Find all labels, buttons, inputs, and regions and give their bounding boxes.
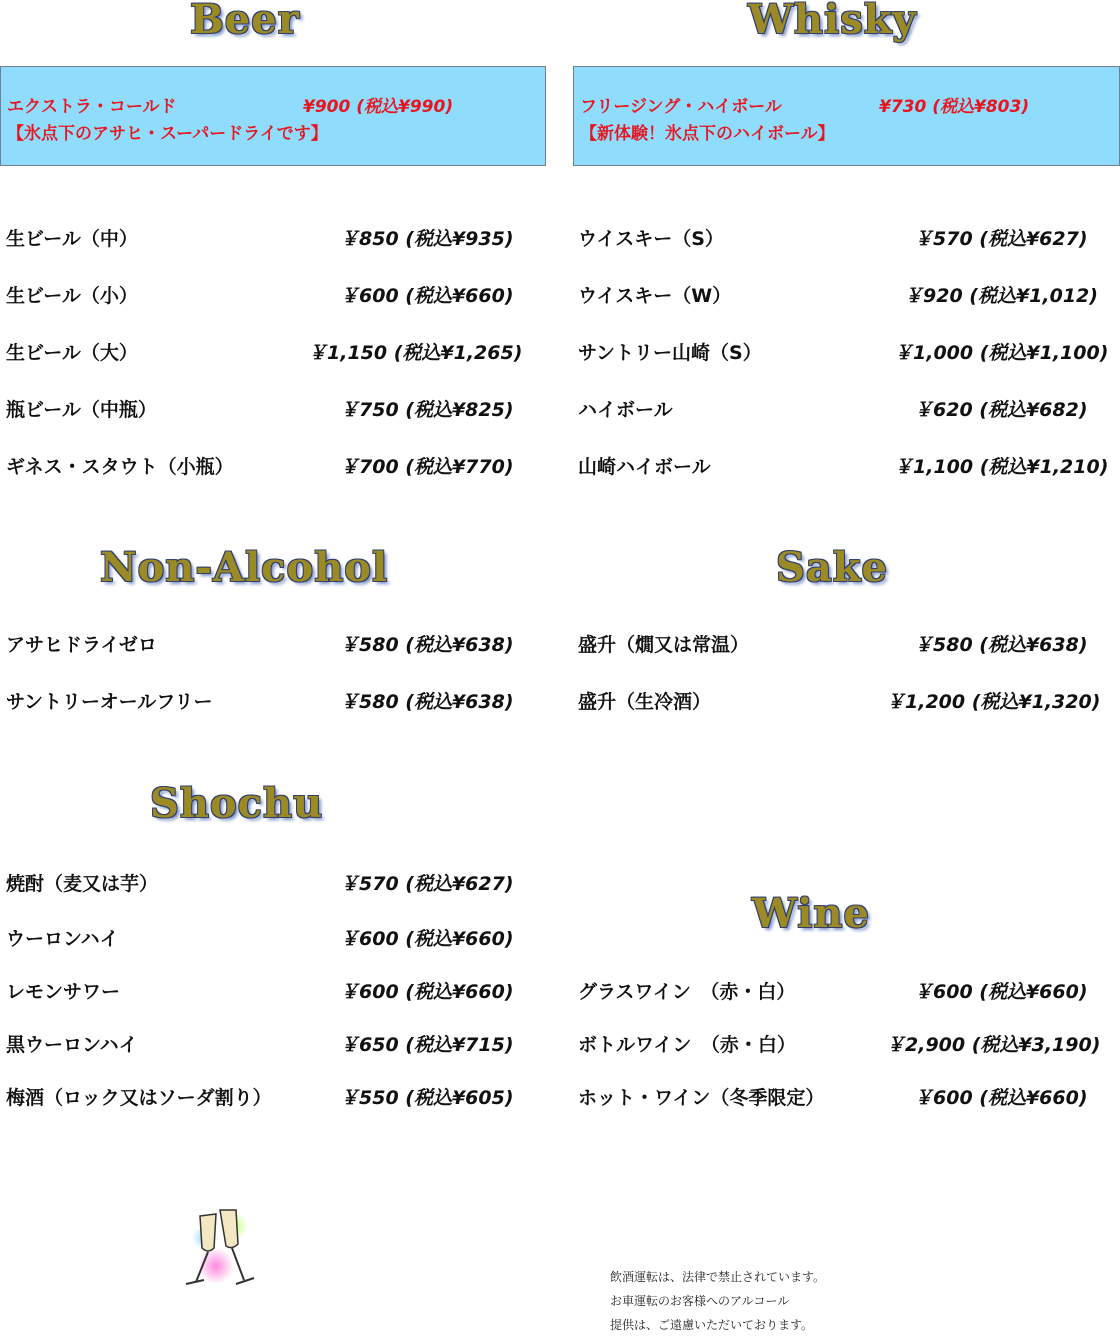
menu-item-name: サントリーオールフリー bbox=[6, 691, 213, 713]
whisky-promo-price: ¥730 (税込¥803) bbox=[879, 97, 1030, 117]
champagne-toast-icon bbox=[176, 1204, 260, 1294]
menu-item-price: ￥580 (税込¥638) bbox=[914, 634, 1088, 656]
menu-item-price: ￥570 (税込¥627) bbox=[914, 228, 1088, 250]
menu-item-name: 黒ウーロンハイ bbox=[6, 1034, 138, 1056]
menu-item-name: 盛升（燗又は常温） bbox=[578, 634, 750, 656]
menu-item-name: ギネス・スタウト（小瓶） bbox=[6, 456, 234, 478]
beer-promo-name: エクストラ・コールド bbox=[7, 97, 177, 117]
menu-item-price: ￥1,100 (税込¥1,210) bbox=[894, 456, 1109, 478]
wine-heading: Wine bbox=[752, 890, 870, 937]
menu-item-name: 盛升（生冷酒） bbox=[578, 691, 712, 713]
beer-promo-price: ¥900 (税込¥990) bbox=[303, 97, 454, 117]
menu-item-price: ￥920 (税込¥1,012) bbox=[904, 285, 1098, 307]
menu-item-price: ￥1,150 (税込¥1,265) bbox=[308, 342, 523, 364]
menu-item-name: 生ビール（大） bbox=[6, 342, 138, 364]
notice-line: 飲酒運転は、法律で禁止されています。 bbox=[610, 1270, 826, 1284]
beer-promo-note: 【氷点下のアサヒ・スーパードライです】 bbox=[7, 124, 328, 144]
non-alcohol-heading: Non-Alcohol bbox=[100, 544, 389, 591]
whisky-promo-note: 【新体験！氷点下のハイボール】 bbox=[580, 124, 835, 144]
whisky-promo-name: フリージング・ハイボール bbox=[580, 97, 782, 117]
menu-item-price: ￥600 (税込¥660) bbox=[914, 1087, 1088, 1109]
menu-item-name: 生ビール（小） bbox=[6, 285, 138, 307]
menu-item-name: ボトルワイン （赤・白） bbox=[578, 1034, 796, 1056]
notice-line: 提供は、ご遠慮いただいております。 bbox=[610, 1318, 814, 1332]
menu-item-name: 生ビール（中） bbox=[6, 228, 138, 250]
menu-item-price: ￥580 (税込¥638) bbox=[340, 691, 514, 713]
menu-item-name: 瓶ビール（中瓶） bbox=[6, 399, 157, 421]
menu-item-price: ￥580 (税込¥638) bbox=[340, 634, 514, 656]
menu-item-price: ￥750 (税込¥825) bbox=[340, 399, 514, 421]
menu-item-price: ￥600 (税込¥660) bbox=[340, 928, 514, 950]
shochu-heading: Shochu bbox=[150, 780, 324, 827]
menu-item-price: ￥650 (税込¥715) bbox=[340, 1034, 514, 1056]
menu-item-price: ￥570 (税込¥627) bbox=[340, 873, 514, 895]
menu-item-price: ￥700 (税込¥770) bbox=[340, 456, 514, 478]
beer-heading: Beer bbox=[190, 0, 300, 43]
sake-heading: Sake bbox=[776, 544, 888, 591]
menu-item-name: ウイスキー（W） bbox=[578, 285, 732, 307]
menu-item-price: ￥600 (税込¥660) bbox=[340, 285, 514, 307]
menu-item-price: ￥850 (税込¥935) bbox=[340, 228, 514, 250]
menu-item-price: ￥1,000 (税込¥1,100) bbox=[894, 342, 1109, 364]
menu-item-name: サントリー山崎（S） bbox=[578, 342, 762, 364]
menu-item-price: ￥1,200 (税込¥1,320) bbox=[886, 691, 1101, 713]
menu-item-name: グラスワイン （赤・白） bbox=[578, 981, 796, 1003]
menu-item-name: ハイボール bbox=[578, 399, 673, 421]
menu-item-price: ￥600 (税込¥660) bbox=[914, 981, 1088, 1003]
whisky-promo-box bbox=[573, 66, 1120, 166]
menu-item-price: ￥600 (税込¥660) bbox=[340, 981, 514, 1003]
menu-item-name: ウーロンハイ bbox=[6, 928, 119, 950]
menu-item-name: ホット・ワイン（冬季限定） bbox=[578, 1087, 825, 1109]
whisky-heading: Whisky bbox=[748, 0, 917, 43]
menu-item-name: ウイスキー（S） bbox=[578, 228, 724, 250]
menu-item-name: 焼酎（麦又は芋） bbox=[6, 873, 159, 895]
menu-item-price: ￥620 (税込¥682) bbox=[914, 399, 1088, 421]
menu-item-price: ￥550 (税込¥605) bbox=[340, 1087, 514, 1109]
notice-line: お車運転のお客様へのアルコール bbox=[610, 1294, 790, 1308]
menu-item-name: レモンサワー bbox=[6, 981, 121, 1003]
menu-item-name: 梅酒（ロック又はソーダ割り） bbox=[6, 1087, 272, 1109]
menu-item-price: ￥2,900 (税込¥3,190) bbox=[886, 1034, 1101, 1056]
menu-item-name: アサヒドライゼロ bbox=[6, 634, 157, 656]
beer-promo-box bbox=[0, 66, 546, 166]
menu-item-name: 山崎ハイボール bbox=[578, 456, 711, 478]
